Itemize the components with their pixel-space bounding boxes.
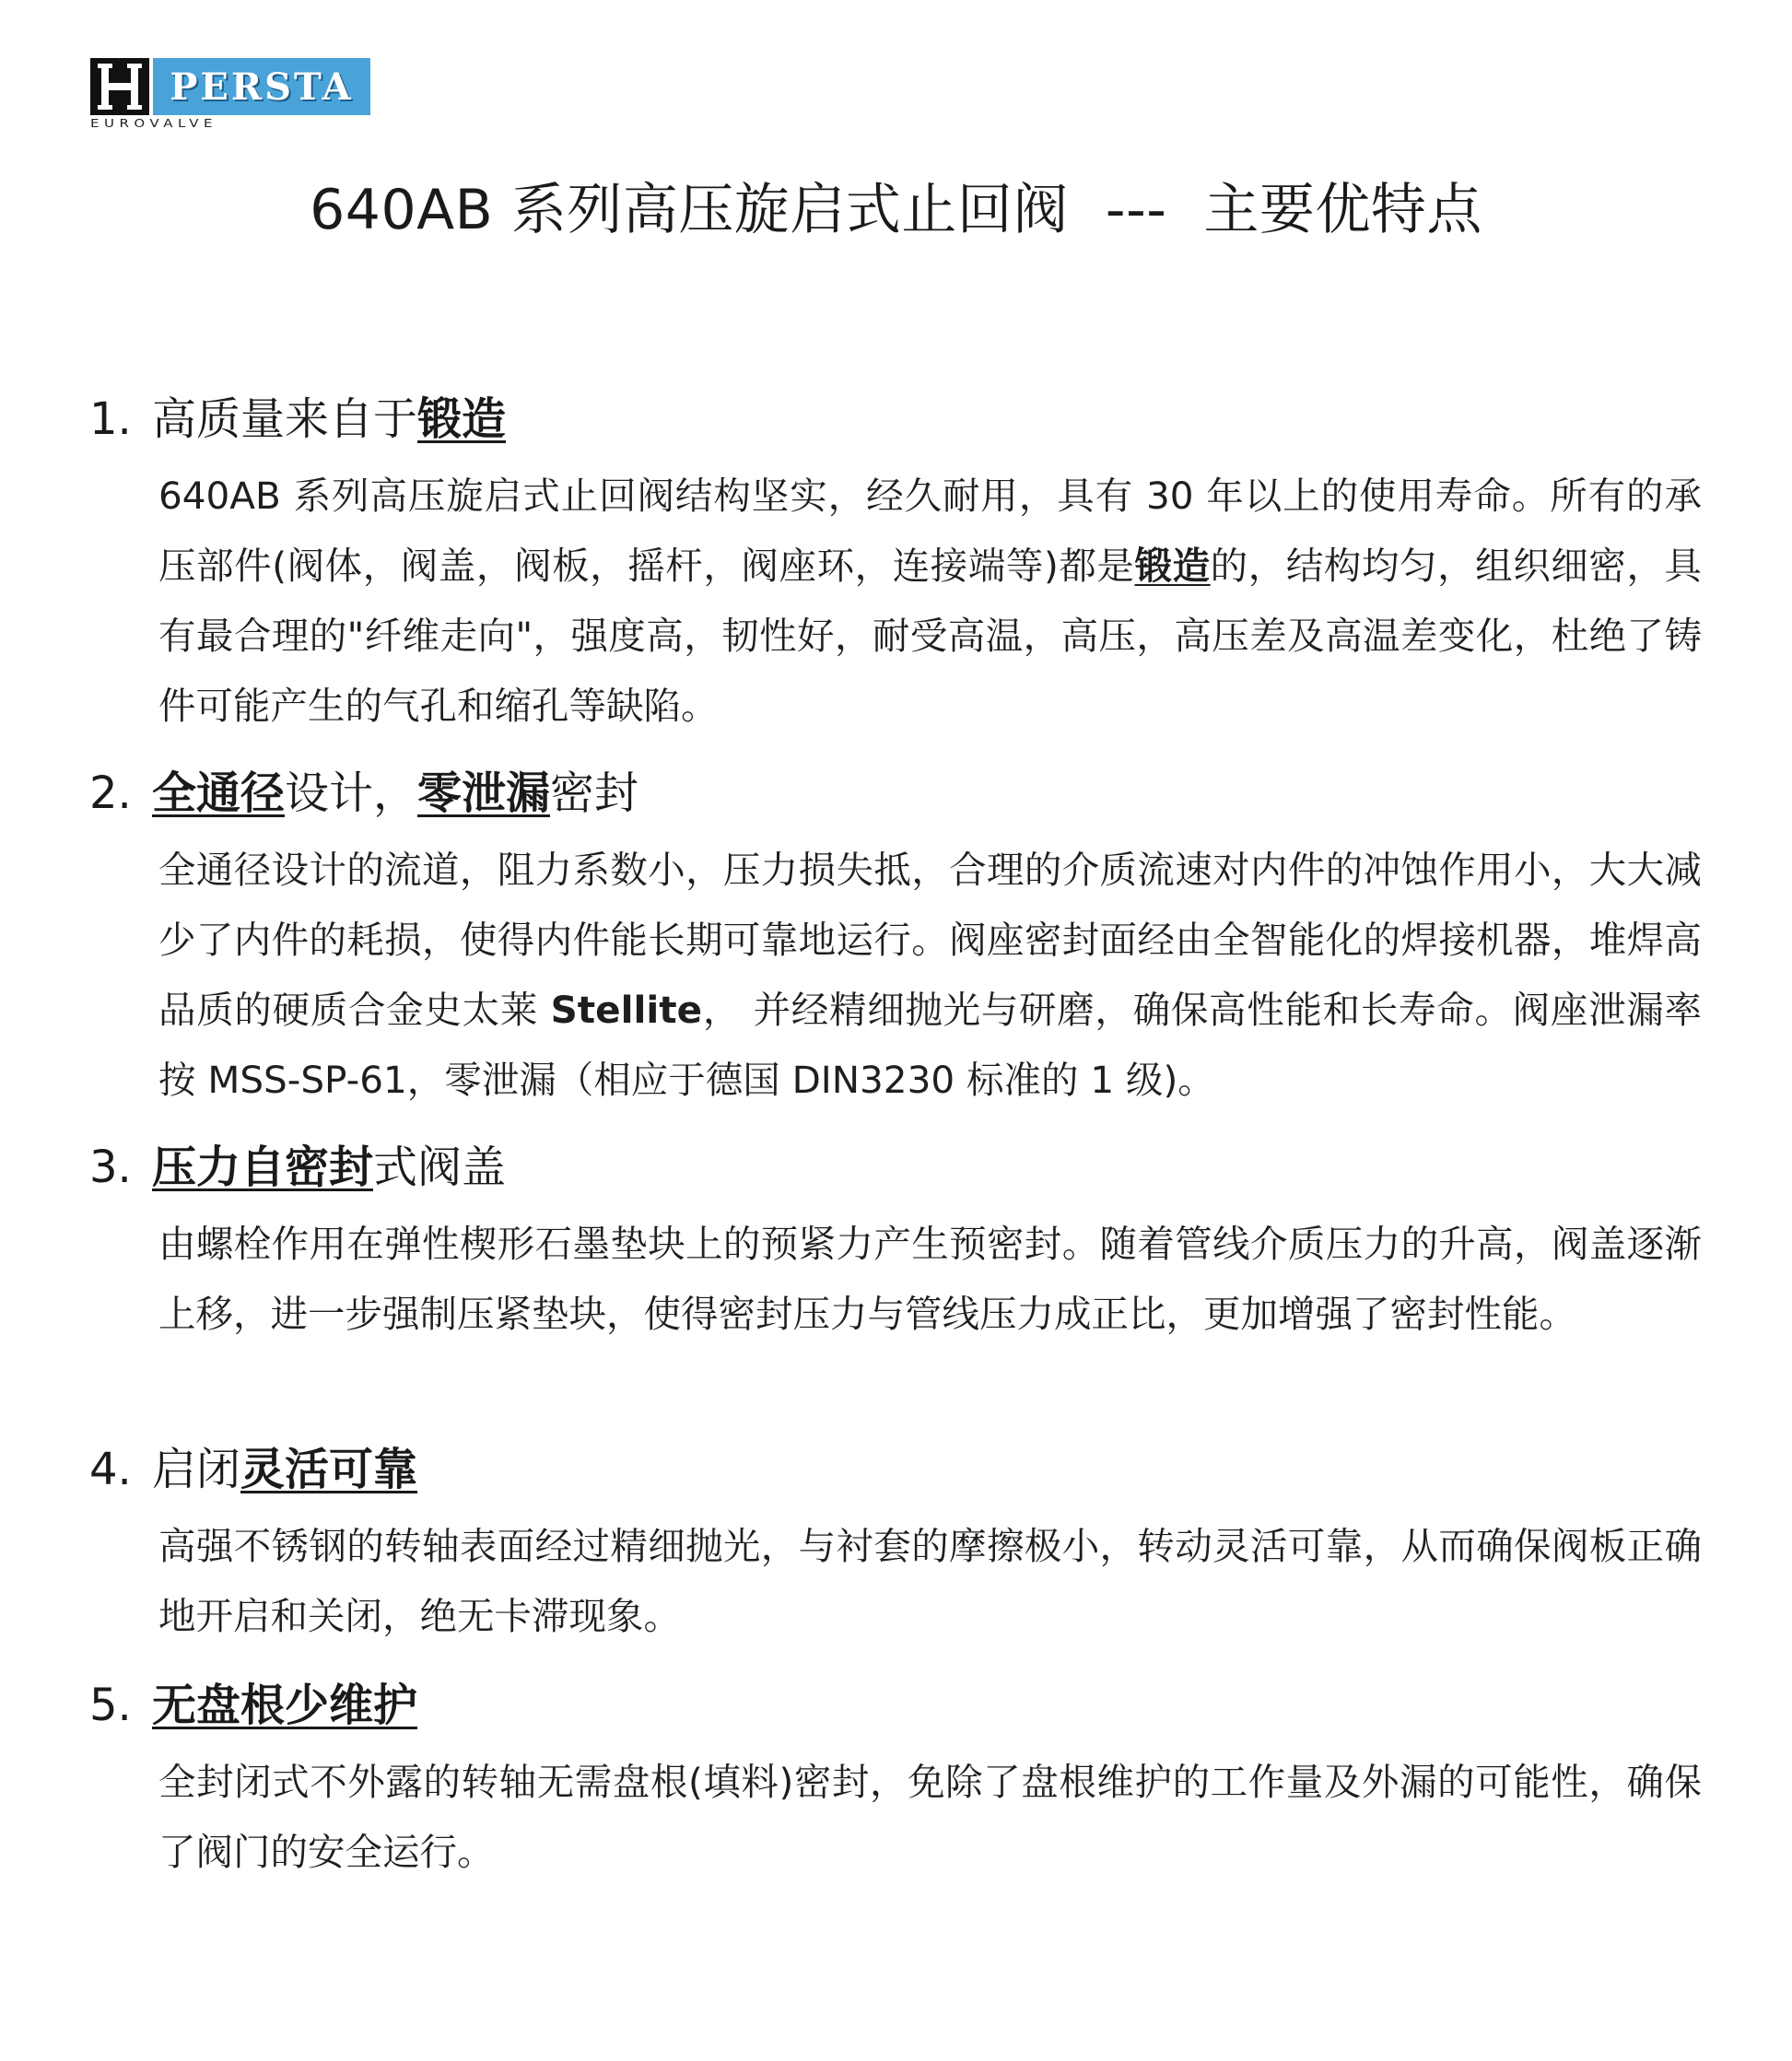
feature-body	[158, 1747, 1702, 1887]
feature-body	[158, 461, 1702, 741]
feature-body	[158, 835, 1702, 1115]
heading-text: 高质量来自于	[152, 393, 418, 445]
body-text: 640AB 系列高压旋启式止回阀结构坚实，经久耐用，具有 30 年以上的使用寿命。所有的承压部件(阀体，阀盖，阀板，摇杆，阀座环，连接端等)都是	[158, 474, 1702, 588]
body-highlight: 锻造	[1134, 544, 1211, 588]
logo-brand-plate	[153, 58, 370, 115]
body-text: ， 并经精细抛光与研磨，确保高性能和长寿命。阀座泄漏率按 MSS-SP-61，零泄漏（相应于德国 DIN3230 标准的 1 级)。	[158, 988, 1702, 1102]
persta-logo	[90, 58, 370, 134]
heading-text: 启闭	[152, 1444, 241, 1495]
feature-number: 5.	[89, 1680, 132, 1731]
heading-highlight: 压力自密封	[152, 1142, 374, 1193]
title-sub: 主要优特点	[1203, 178, 1482, 242]
feature-body	[158, 1209, 1702, 1349]
heading-highlight: 锻造	[417, 393, 507, 445]
feature-heading	[89, 1437, 417, 1502]
feature-heading	[89, 387, 506, 451]
feature-number: 1.	[89, 393, 132, 445]
feature-heading	[89, 761, 638, 826]
feature-heading	[89, 1673, 417, 1738]
page-title	[0, 173, 1792, 247]
body-text: 全封闭式不外露的转轴无需盘根(填料)密封，免除了盘根维护的工作量及外漏的可能性，确保了阀门的安全运行。	[158, 1760, 1702, 1874]
heading-text: 设计，	[285, 767, 418, 819]
heading-highlight: 零泄漏	[417, 767, 551, 819]
valve-emblem-icon	[90, 58, 149, 115]
logo-subline: EUROVALVE	[90, 117, 217, 131]
heading-text: 式阀盖	[373, 1142, 507, 1193]
body-text: 由螺栓作用在弹性楔形石墨垫块上的预紧力产生预密封。随着管线介质压力的升高，阀盖逐渐上移，进一步强制压紧垫块，使得密封压力与管线压力成正比，更加增强了密封性能。	[158, 1222, 1702, 1336]
heading-highlight: 灵活可靠	[240, 1444, 418, 1495]
title-separator: ---	[1105, 178, 1167, 242]
title-main: 640AB 系列高压旋启式止回阀	[310, 178, 1069, 242]
body-bold: Stellite	[550, 988, 703, 1032]
heading-text: 密封	[550, 767, 639, 819]
heading-highlight: 全通径	[152, 767, 286, 819]
feature-heading	[89, 1135, 506, 1200]
feature-body	[158, 1511, 1702, 1651]
body-text: 全通径设计的流道，阻力系数小，压力损失抵，合理的介质流速对内件的冲蚀作用小，大大减少了内件的耗损，使得内件能长期可靠地运行。阀座密封面经由全智能化的焊接机器，堆焊高品质的硬质合金史太莱	[158, 848, 1702, 1032]
logo-brand-text: PERSTA	[170, 64, 354, 109]
heading-highlight: 无盘根少维护	[152, 1680, 418, 1731]
body-text: 的，结构均匀，组织细密，具有最合理的"纤维走向"，强度高，韧性好，耐受高温，高压，高压差及高温差变化，杜绝了铸件可能产生的气孔和缩孔等缺陷。	[158, 544, 1703, 728]
feature-number: 2.	[89, 767, 132, 819]
body-text: 高强不锈钢的转轴表面经过精细抛光，与衬套的摩擦极小，转动灵活可靠，从而确保阀板正确地开启和关闭，绝无卡滞现象。	[158, 1524, 1702, 1638]
feature-number: 3.	[89, 1142, 132, 1193]
feature-number: 4.	[89, 1444, 132, 1495]
